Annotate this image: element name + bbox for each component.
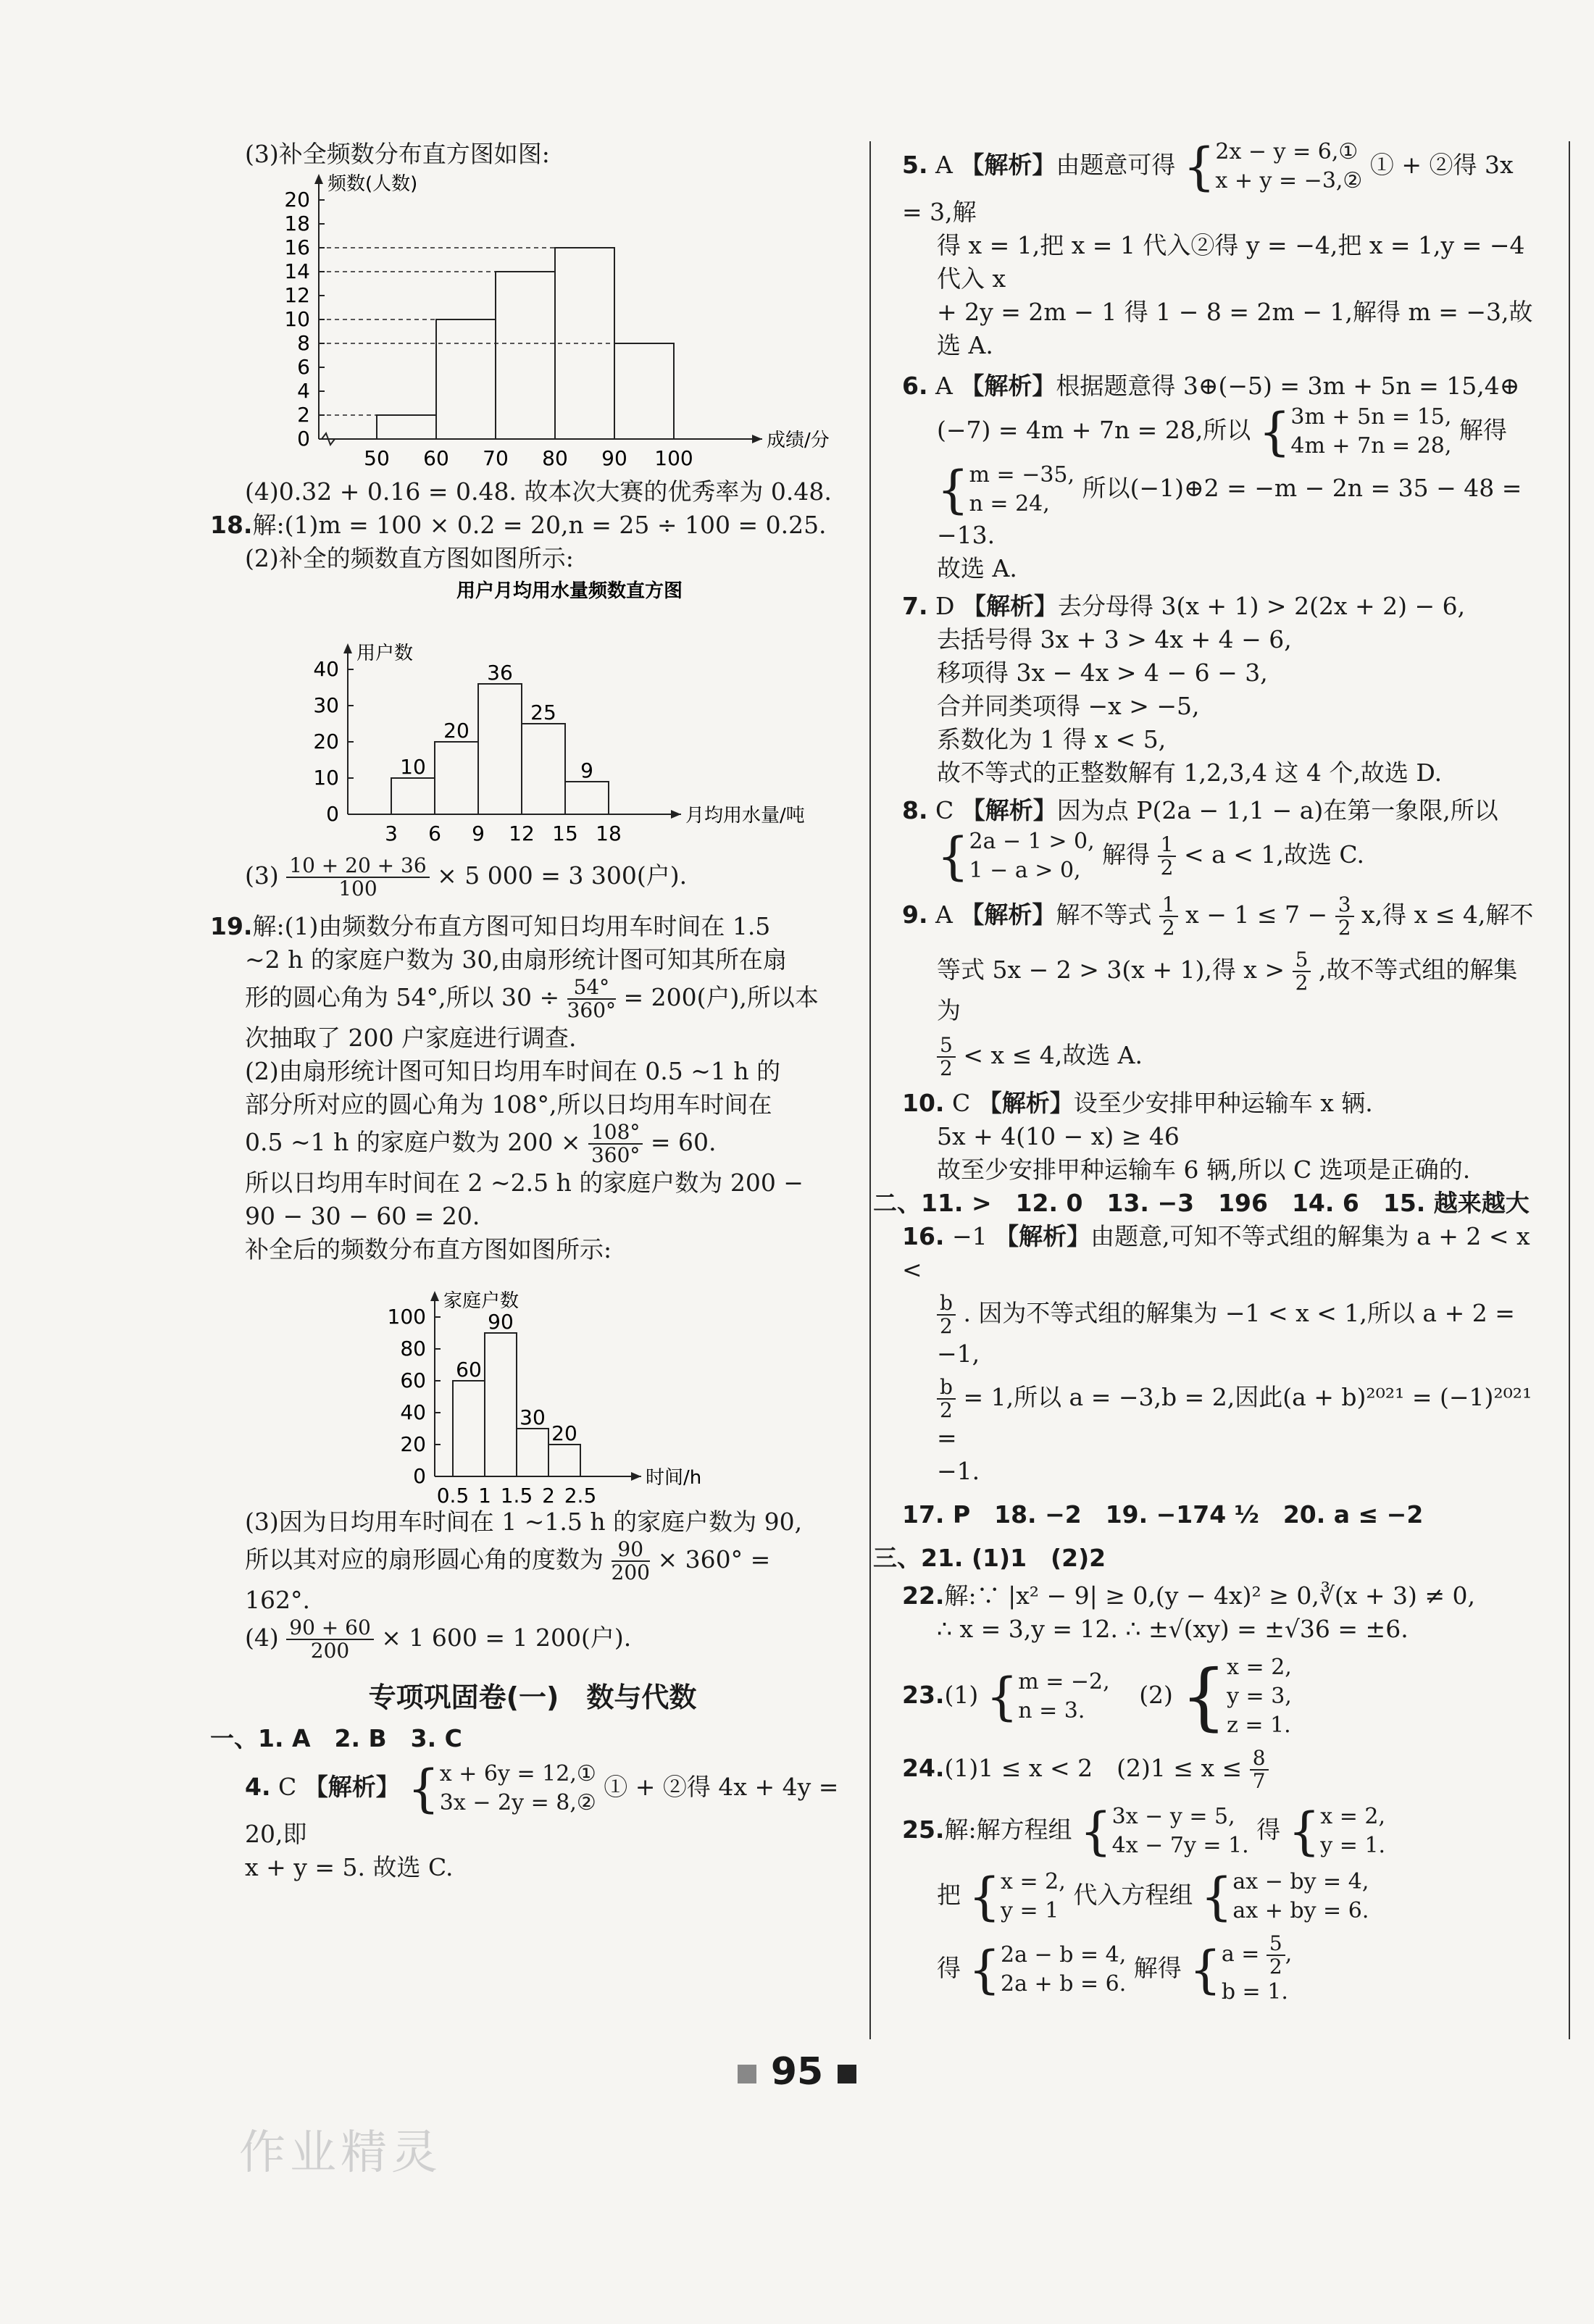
y-tick-label: 20	[313, 730, 339, 753]
x-tick-label: 3	[385, 822, 398, 845]
answers-part3: 三、21. (1)1 (2)2	[873, 1544, 1106, 1572]
q16-line3: $\frac{b}{2}$ = 1,所以 a = −3,b = 2,因此(a + b)²⁰²¹ = (−1)²⁰²¹ =	[937, 1375, 1532, 1452]
q18-line1	[210, 509, 855, 542]
y-tick-label: 18	[284, 212, 310, 235]
x-tick-label: 18	[596, 822, 622, 845]
chart-car-usage-histogram	[210, 1266, 833, 1505]
q10-line3: 故至少安排甲种运输车 6 辆,所以 C 选项是正确的.	[937, 1155, 1471, 1184]
y-tick-label: 10	[313, 766, 339, 790]
q24-line: 24.(1)1 ≤ x < 2 (2)1 ≤ x ≤ $\frac{8}{7}$	[902, 1747, 1540, 1792]
q7-line4: 合并同类项得 −x > −5,	[937, 692, 1200, 720]
q4-line2: x + y = 5. 故选 C.	[245, 1853, 454, 1881]
q22-line1: 22.解:∵ |x² − 9| ≥ 0,(y − 4x)² ≥ 0,∛(x + 3) ≠ 0,	[902, 1581, 1475, 1610]
q6-line4: 故选 A.	[937, 554, 1017, 582]
bar	[478, 684, 522, 814]
q7-line5: 系数化为 1 得 x < 5,	[937, 725, 1167, 753]
q19-line4: 次抽取了 200 户家庭进行调查.	[245, 1024, 577, 1052]
x-tick-label: 50	[364, 446, 390, 470]
x-tick-label: 9	[472, 822, 485, 845]
q16-line1: 16. −1 【解析】由题意,可知不等式组的解集为 a + 2 < x <	[902, 1222, 1530, 1284]
x-axis-label: 月均用水量/吨	[685, 805, 805, 827]
q6-line3: { m = −35, n = 24, 所以(−1)⊕2 = −m − 2n = 35 − 48 = −13.	[937, 460, 1522, 549]
q25-line2: 把 { x = 2, y = 1 代入方程组 { ax − by = 4, ax + by = 6.	[937, 1867, 1369, 1926]
left-column	[210, 138, 855, 1884]
y-axis-arrow	[314, 174, 323, 184]
q18-text: 解:(1)m = 100 × 0.2 = 20,n = 25 ÷ 100 = 0.25.	[252, 511, 827, 539]
bar-value-label: 60	[456, 1358, 482, 1382]
q17-part4: (4)0.32 + 0.16 = 0.48. 故本次大赛的优秀率为 0.48.	[245, 477, 832, 506]
q8-line1: 8. C 【解析】因为点 P(2a − 1,1 − a)在第一象限,所以	[902, 796, 1498, 824]
y-tick-label: 40	[400, 1400, 426, 1424]
x-tick-label: 15	[552, 822, 578, 845]
right-column	[873, 137, 1540, 2007]
y-axis-arrow	[430, 1291, 439, 1301]
q18-part2: (2)补全的频数直方图如图所示:	[245, 544, 574, 572]
y-axis-label: 用户数	[356, 643, 414, 664]
y-tick-label: 8	[297, 331, 310, 355]
y-axis-label: 频数(人数)	[327, 173, 418, 195]
y-tick-label: 60	[400, 1368, 426, 1392]
q22-line2: ∴ x = 3,y = 12. ∴ ±√(xy) = ±√36 = ±6.	[937, 1615, 1409, 1643]
bar	[614, 343, 674, 439]
bar	[435, 742, 478, 814]
q25-line1: 25.解:解方程组 { 3x − y = 5, 4x − 7y = 1. 得 { x = 2, y = 1.	[902, 1802, 1386, 1861]
bar	[522, 724, 565, 814]
chart-title: 用户月均用水量频数直方图	[456, 580, 683, 602]
page-number: 95	[0, 2050, 1594, 2094]
x-tick-label: 100	[654, 446, 693, 470]
q19-line2: ~2 h 的家庭户数为 30,由扇形统计图可知其所在扇	[245, 945, 787, 974]
q18-number: 18.	[210, 511, 253, 539]
q19-line10: 补全后的频数分布直方图如图所示:	[245, 1235, 612, 1263]
q4-line1: 4. C 【解析】 { x + 6y = 12,① 3x − 2y = 8,② ① + ②得 4x + 4y = 20,即	[245, 1759, 839, 1848]
y-tick-label: 0	[297, 427, 310, 451]
q19-line12: 所以其对应的扇形圆心角的度数为 $\frac{90}{200}$ × 360° =	[245, 1537, 771, 1584]
q6-line1: 6. A 【解析】根据题意得 3⊕(−5) = 3m + 5n = 15,4⊕	[902, 372, 1520, 400]
bar	[496, 272, 555, 439]
fraction: $\frac{10 + 20 + 36}{100}$	[286, 855, 429, 900]
q19-line1: 19.解:(1)由频数分布直方图可知日均用车时间在 1.5	[210, 912, 771, 940]
q7-line1: 7. D 【解析】去分母得 3(x + 1) > 2(2x + 2) − 6,	[902, 592, 1466, 620]
footer-left-square	[738, 2065, 756, 2083]
q9-line3: $\frac{5}{2}$ < x ≤ 4,故选 A.	[902, 1034, 1540, 1079]
x-tick-label: 6	[428, 822, 441, 845]
q16-line4: −1.	[937, 1457, 980, 1485]
q19-line5: (2)由扇形统计图可知日均用车时间在 0.5 ~1 h 的	[245, 1057, 781, 1085]
y-tick-label: 12	[284, 283, 310, 307]
bar-value-label: 9	[580, 758, 593, 782]
q7-line6: 故不等式的正整数解有 1,2,3,4 这 4 个,故选 D.	[937, 758, 1443, 787]
y-tick-label: 0	[413, 1464, 426, 1488]
q7-line2: 去括号得 3x + 3 > 4x + 4 − 6,	[937, 625, 1292, 653]
q9-line1: 9. A 【解析】解不等式 $\frac{1}{2}$ x − 1 ≤ 7 − $\frac{3}{2}$ x,得 x ≤ 4,解不	[902, 893, 1534, 940]
q9-line2: 等式 5x − 2 > 3(x + 1),得 x > $\frac{5}{2}$ ,故不等式组的解集为	[937, 948, 1518, 1024]
bar	[517, 1429, 548, 1476]
q8-line2: { 2a − 1 > 0, 1 − a > 0, 解得 $\frac{1}{2}$ < a < 1,故选 C.	[937, 827, 1364, 886]
bar-value-label: 90	[488, 1310, 514, 1334]
x-axis-arrow	[631, 1472, 641, 1481]
x-tick-label: 90	[601, 446, 627, 470]
q5-line3: + 2y = 2m − 1 得 1 − 8 = 2m − 1,解得 m = −3,故选 A.	[937, 298, 1533, 359]
y-tick-label: 20	[400, 1432, 426, 1456]
chart-score-histogram	[210, 171, 833, 475]
q16-line2: $\frac{b}{2}$ . 因为不等式组的解集为 −1 < x < 1,所以 a + 2 = −1,	[937, 1291, 1515, 1368]
x-axis-label: 成绩/分	[767, 430, 830, 451]
bar	[565, 782, 609, 814]
q19-line13: 162°.	[245, 1586, 310, 1614]
y-tick-label: 30	[313, 693, 339, 717]
x-axis-arrow	[752, 435, 762, 443]
x-tick-label: 0.5	[436, 1484, 470, 1505]
footer-right-square	[838, 2065, 856, 2083]
right-border	[1569, 141, 1570, 2039]
q5-line2: 得 x = 1,把 x = 1 代入②得 y = −4,把 x = 1,y = −4 代入 x	[937, 231, 1525, 293]
q19-line14: (4) $\frac{90 + 60}{200}$ × 1 600 = 1 200(户).	[245, 1615, 632, 1663]
q23-line: 23.(1) { m = −2, n = 3. (2) { x = 2, y = 3, z = 1.	[902, 1654, 1292, 1739]
x-axis-label: 时间/h	[646, 1467, 702, 1489]
y-tick-label: 14	[284, 259, 310, 283]
q19-line6: 部分所对应的圆心角为 108°,所以日均用车时间在	[245, 1090, 772, 1119]
x-tick-label: 2	[542, 1484, 555, 1505]
bar-value-label: 30	[519, 1405, 546, 1429]
q25-line3: 得 { 2a − b = 4, 2a + b = 6. 解得 { a = $\frac{5}{2}$ , b = 1.	[937, 1931, 1293, 2005]
bar	[453, 1381, 485, 1476]
x-tick-label: 80	[542, 446, 568, 470]
y-axis-arrow	[343, 643, 352, 653]
q19-line9: 90 − 30 − 60 = 20.	[245, 1202, 480, 1230]
x-tick-label: 2.5	[564, 1484, 597, 1505]
bar	[391, 778, 435, 814]
section-title: 专项巩固卷(一) 数与代数	[368, 1681, 697, 1713]
q17-part3: (3)补全频数分布直方图如图:	[245, 140, 550, 168]
q19-line7: 0.5 ~1 h 的家庭户数为 200 × $\frac{108^\circ}{360^\circ}$ = 60.	[245, 1120, 717, 1167]
q17-20-answers: 17. P 18. −2 19. −174 ½ 20. a ≤ −2	[902, 1500, 1424, 1529]
watermark: 作业精灵	[239, 2126, 442, 2180]
q19-line11: (3)因为日均用车时间在 1 ~1.5 h 的家庭户数为 90,	[245, 1508, 803, 1536]
q18-part3: (3) $\frac{10 + 20 + 36}{100}$ × 5 000 = 3 300(户).	[245, 853, 688, 900]
y-tick-label: 10	[284, 307, 310, 331]
y-axis-label: 家庭户数	[443, 1290, 519, 1312]
q10-line1: 10. C 【解析】设至少安排甲种运输车 x 辆.	[902, 1089, 1373, 1117]
x-tick-label: 70	[483, 446, 509, 470]
answers-part1: 一、1. A 2. B 3. C	[210, 1724, 462, 1752]
column-divider	[869, 141, 871, 2039]
q19-line8: 所以日均用车时间在 2 ~2.5 h 的家庭户数为 200 −	[245, 1169, 804, 1197]
q6-line2: (−7) = 4m + 7n = 28,所以 { 3m + 5n = 15, 4m + 7n = 28, 解得	[937, 402, 1507, 461]
bar	[436, 319, 496, 439]
y-tick-label: 16	[284, 235, 310, 259]
q5-line1: 5. A 【解析】由题意可得 { 2x − y = 6,① x + y = −3,② ① + ②得 3x = 3,解	[902, 137, 1514, 226]
bar	[548, 1445, 580, 1476]
q19-line3: 形的圆心角为 54°,所以 30 ÷ $\frac{54^\circ}{360^\circ}$ = 200(户),所以本	[245, 975, 819, 1022]
bar	[485, 1333, 517, 1476]
x-tick-label: 1	[478, 1484, 491, 1505]
y-tick-label: 4	[297, 379, 310, 403]
x-tick-label: 12	[509, 822, 535, 845]
x-axis-arrow	[671, 810, 681, 819]
bar-value-label: 36	[487, 661, 513, 685]
bar-value-label: 20	[551, 1421, 577, 1445]
y-tick-label: 100	[387, 1305, 426, 1329]
y-tick-label: 6	[297, 355, 310, 379]
bar-value-label: 20	[443, 719, 470, 743]
y-tick-label: 20	[284, 188, 310, 212]
y-tick-label: 40	[313, 657, 339, 681]
bar	[377, 415, 436, 439]
x-tick-label: 1.5	[500, 1484, 533, 1505]
chart-water-histogram	[210, 575, 833, 850]
q7-line3: 移项得 3x − 4x > 4 − 6 − 3,	[937, 659, 1268, 687]
y-tick-label: 80	[400, 1337, 426, 1360]
q10-line2: 5x + 4(10 − x) ≥ 46	[937, 1122, 1180, 1150]
y-tick-label: 2	[297, 403, 310, 427]
bar-value-label: 25	[530, 701, 556, 724]
x-tick-label: 60	[423, 446, 449, 470]
y-tick-label: 0	[326, 802, 339, 826]
answers-part2: 二、11. > 12. 0 13. −3 196 14. 6 15. 越来越大	[873, 1189, 1530, 1217]
bar-value-label: 10	[400, 755, 426, 779]
